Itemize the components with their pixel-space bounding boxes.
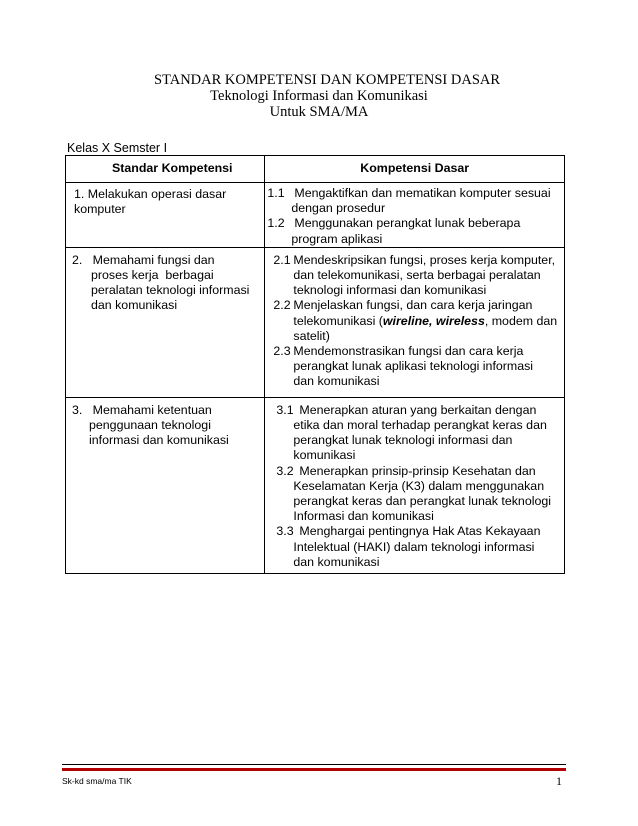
title-line-1: STANDAR KOMPETENSI DAN KOMPETENSI DASAR	[153, 72, 501, 88]
sk-text: dan komunikasi	[91, 298, 178, 313]
kd-cell	[265, 183, 565, 248]
kd-text: Mendeskripsikan fungsi, proses kerja komputer,	[293, 252, 556, 267]
kd-item	[276, 464, 564, 525]
kd-text: dan komunikasi	[293, 374, 380, 389]
kd-text: Intelektual (HAKI) dalam teknologi informasi	[293, 539, 535, 554]
table-row	[66, 183, 565, 248]
kd-number: 1.2	[267, 216, 285, 231]
kd-text: etika dan moral terhadap perangkat keras dan	[293, 418, 547, 433]
kd-text: satelit)	[293, 328, 330, 343]
kd-text: dan komunikasi	[293, 554, 380, 569]
kd-item	[273, 253, 564, 299]
kd-text: Menghargai pentingnya Hak Atas Kekayaan	[299, 524, 541, 539]
table-row	[66, 247, 565, 397]
sk-cell	[66, 183, 265, 248]
kd-item	[273, 344, 564, 390]
kd-text: teknologi informasi dan komunikasi	[293, 283, 487, 298]
sk-text: proses kerja berbagai	[91, 268, 214, 283]
kd-number: 2.1	[273, 252, 291, 267]
class-semester-label: Kelas X Semster I	[67, 141, 168, 155]
kd-text: perangkat lunak aplikasi teknologi informasi	[293, 359, 534, 374]
sk-text: komputer	[74, 202, 126, 217]
kd-number: 2.3	[273, 344, 291, 359]
kd-text: dan telekomunikasi, serta berbagai peralatan	[293, 268, 541, 283]
sk-cell	[66, 247, 265, 397]
kd-number: 2.2	[273, 298, 291, 313]
kd-text: Mengaktifkan dan mematikan komputer sesuai	[294, 186, 551, 200]
kd-item	[273, 298, 564, 344]
kd-text: Informasi dan komunikasi	[293, 509, 434, 524]
sk-text: penggunaan teknologi	[89, 418, 211, 433]
kd-item	[276, 524, 564, 570]
kd-text: dengan prosedur	[291, 201, 386, 216]
sk-cell	[66, 397, 265, 573]
footer-divider-accent	[62, 768, 566, 771]
table-row	[66, 397, 565, 573]
kd-text: perangkat lunak teknologi informasi dan	[293, 433, 513, 448]
kd-item	[276, 403, 564, 464]
sk-text: 1. Melakukan operasi dasar	[74, 187, 227, 201]
footer-label: Sk-kd sma/ma TIK	[62, 776, 132, 786]
kd-item	[267, 216, 564, 246]
header-kompetensi-dasar: Kompetensi Dasar	[265, 156, 565, 183]
kd-number: 3.3	[276, 524, 294, 539]
footer-divider	[62, 764, 566, 765]
sk-text: informasi dan komunikasi	[89, 433, 229, 448]
title-line-2: Teknologi Informasi dan Komunikasi	[210, 88, 428, 104]
kd-text-mixed: telekomunikasi (wireline, wireless, modem dan	[293, 313, 558, 328]
title-line-3: Untuk SMA/MA	[269, 104, 369, 120]
kd-text: Mendemonstrasikan fungsi dan cara kerja	[293, 344, 524, 359]
kd-text: Menjelaskan fungsi, dan cara kerja jaringan	[293, 298, 533, 313]
table-header-row	[66, 156, 565, 183]
kd-number: 3.2	[276, 463, 294, 478]
kd-text: program aplikasi	[291, 231, 383, 246]
kd-number: 1.1	[267, 186, 285, 200]
kd-text: komunikasi	[293, 448, 356, 463]
kd-item	[267, 186, 564, 216]
sk-text: 2. Memahami fungsi dan	[72, 252, 215, 267]
kd-text: Keselamatan Kerja (K3) dalam menggunakan	[293, 478, 545, 493]
kd-cell	[265, 247, 565, 397]
header-standar-kompetensi: Standar Kompetensi	[66, 156, 265, 183]
kd-cell	[265, 397, 565, 573]
sk-text: 3. Memahami ketentuan	[72, 402, 212, 417]
sk-text: peralatan teknologi informasi	[91, 283, 250, 298]
kd-text: Menggunakan perangkat lunak beberapa	[294, 216, 521, 231]
document-title	[0, 72, 638, 120]
page-number: 1	[556, 774, 562, 788]
kd-number: 3.1	[276, 402, 294, 417]
kd-text: Menerapkan aturan yang berkaitan dengan	[299, 402, 537, 417]
competency-table	[65, 155, 565, 574]
kd-text: perangkat keras dan perangkat lunak teknologi	[293, 494, 552, 509]
kd-text: Menerapkan prinsip-prinsip Kesehatan dan	[299, 463, 536, 478]
